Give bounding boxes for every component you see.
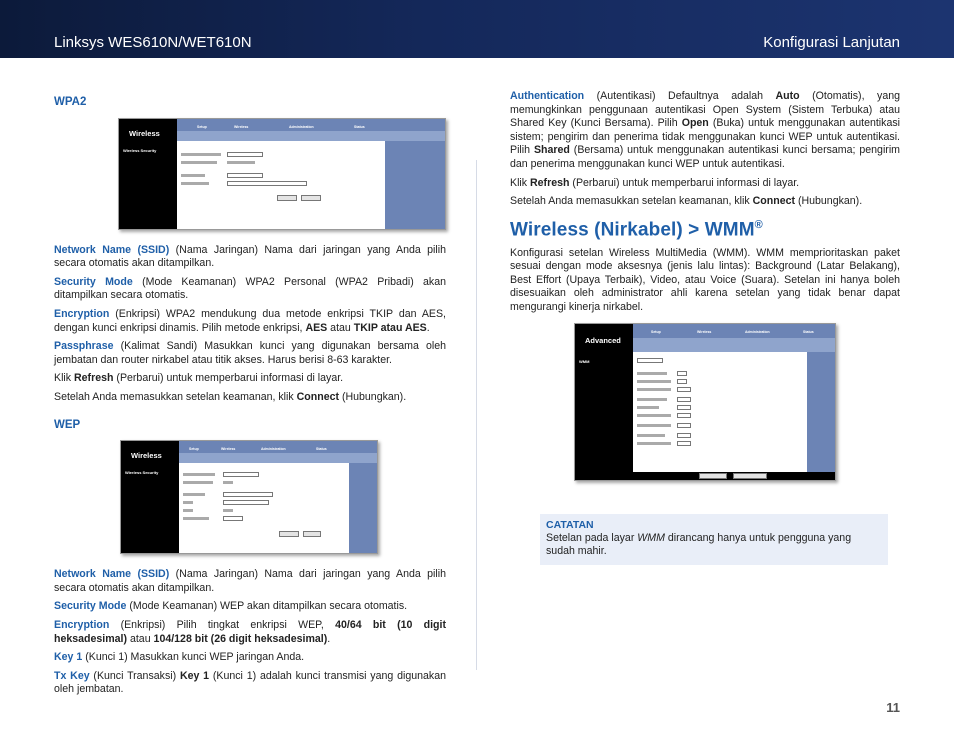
para-authentication: Authentication (Autentikasi) Defaultnya adalah Auto (Otomatis), yang memungkinkan penggunaan autentikasi Open System (Sistem Terbuka) atau Shared Key (Kunci Bersama). Pilih Open (Buka) untuk menggunakan autentikasi sistem; pengirim dan penerima tidak menggunakan kunci WEP untuk autentikasi. Pilih Shared (Bersama) untuk menggunakan autentikasi kunci bersama; pengirim dan penerima menggunakan kunci WEP untuk autentikasi. — [510, 90, 901, 170]
para-wep-encryption: Encryption (Enkripsi) Pilih tingkat enkripsi WEP, 40/64 bit (10 digit heksadesimal) atau 104/128 bit (26 digit heksadesimal). — [54, 618, 447, 645]
shot-tab: Wireless — [221, 447, 236, 452]
left-column — [54, 90, 446, 702]
para-security-mode: Security Mode (Mode Keamanan) WPA2 Personal (WPA2 Pribadi) akan ditampilkan secara otomatis. — [54, 275, 446, 302]
page-number: 11 — [886, 700, 900, 715]
shot-side-label: WMM — [579, 358, 590, 364]
para-refresh: Klik Refresh (Perbarui) untuk memperbarui informasi di layar. — [54, 372, 344, 385]
note-title: CATATAN — [546, 519, 594, 531]
shot-tab: Setup — [189, 447, 199, 452]
para-wmm: Konfigurasi setelan Wireless MultiMedia (WMM). WMM memprioritaskan paket sesuai dengan mode aksesnya (jenis lalu lintas): Background (Latar Belakang), Best Effort (Upaya Terbaik), Video, atau Voice (Suara). Setelan ini hanya boleh disesuaikan oleh administrator ahli karena setelan yang tidak benar dapat mengurangi kinerja nirkabel. — [510, 246, 900, 314]
right-column — [510, 90, 900, 481]
section-heading: Wireless (Nirkabel) > WMM® — [510, 218, 763, 241]
para-txkey: Tx Key (Kunci Transaksi) Key 1 (Kunci 1) adalah kunci transmisi yang digunakan oleh jembatan. — [54, 669, 446, 696]
shot-tab: Status — [354, 124, 365, 129]
para-connect: Setelah Anda memasukkan setelan keamanan, klik Connect (Hubungkan). — [54, 390, 407, 403]
shot-tab: Status — [803, 329, 814, 334]
para-refresh-right: Klik Refresh (Perbarui) untuk memperbarui informasi di layar. — [510, 176, 800, 189]
wep-title: WEP — [54, 418, 81, 431]
header-section: Konfigurasi Lanjutan — [763, 34, 900, 51]
wpa2-screenshot — [118, 118, 446, 230]
shot-tab: Administration — [289, 124, 314, 129]
wmm-screenshot — [574, 323, 836, 481]
shot-tab: Status — [316, 447, 327, 452]
header-product: Linksys WES610N/WET610N — [54, 34, 252, 51]
para-key1: Key 1 (Kunci 1) Masukkan kunci WEP jaringan Anda. — [54, 651, 305, 664]
para-connect-right: Setelah Anda memasukkan setelan keamanan, klik Connect (Hubungkan). — [510, 195, 863, 208]
shot-tab: Administration — [261, 447, 286, 452]
page-header — [0, 0, 954, 58]
para-passphrase: Passphrase (Kalimat Sandi) Masukkan kunci yang digunakan bersama oleh jembatan dan router nirkabel atau titik akses. Harus berisi 8-63 karakter. — [54, 340, 446, 366]
shot-tab: Wireless — [234, 124, 249, 129]
shot-tab: Wireless — [697, 329, 712, 334]
shot-logo: Wireless — [129, 128, 160, 138]
para-encryption: Encryption (Enkripsi) WPA2 mendukung dua metode enkripsi TKIP dan AES, dengan kunci enkripsi dinamis. Pilih metode enkripsi, AES atau TKIP atau AES. — [54, 307, 446, 334]
wep-screenshot — [120, 440, 378, 554]
note-text: Setelan pada layar WMM dirancang hanya untuk pengguna yang sudah mahir. — [546, 532, 852, 557]
para-ssid: Network Name (SSID) (Nama Jaringan) Nama dari jaringan yang Anda pilih secara otomatis akan ditampilkan. — [54, 243, 446, 270]
para-wep-ssid: Network Name (SSID) (Nama Jaringan) Nama dari jaringan yang Anda pilih secara otomatis akan ditampilkan. — [54, 568, 446, 594]
note-box — [540, 514, 888, 565]
column-divider — [476, 160, 477, 670]
shot-tab: Setup — [651, 329, 661, 334]
wpa2-title: WPA2 — [54, 96, 87, 108]
shot-side-label: Wireless Security — [123, 147, 157, 153]
shot-tab: Setup — [197, 124, 207, 129]
shot-logo: Advanced — [585, 335, 621, 345]
shot-side-label: Wireless Security — [125, 470, 159, 476]
shot-tab: Administration — [745, 329, 770, 334]
para-wep-security-mode: Security Mode (Mode Keamanan) WEP akan ditampilkan secara otomatis. — [54, 600, 408, 613]
shot-logo: Wireless — [131, 451, 162, 461]
